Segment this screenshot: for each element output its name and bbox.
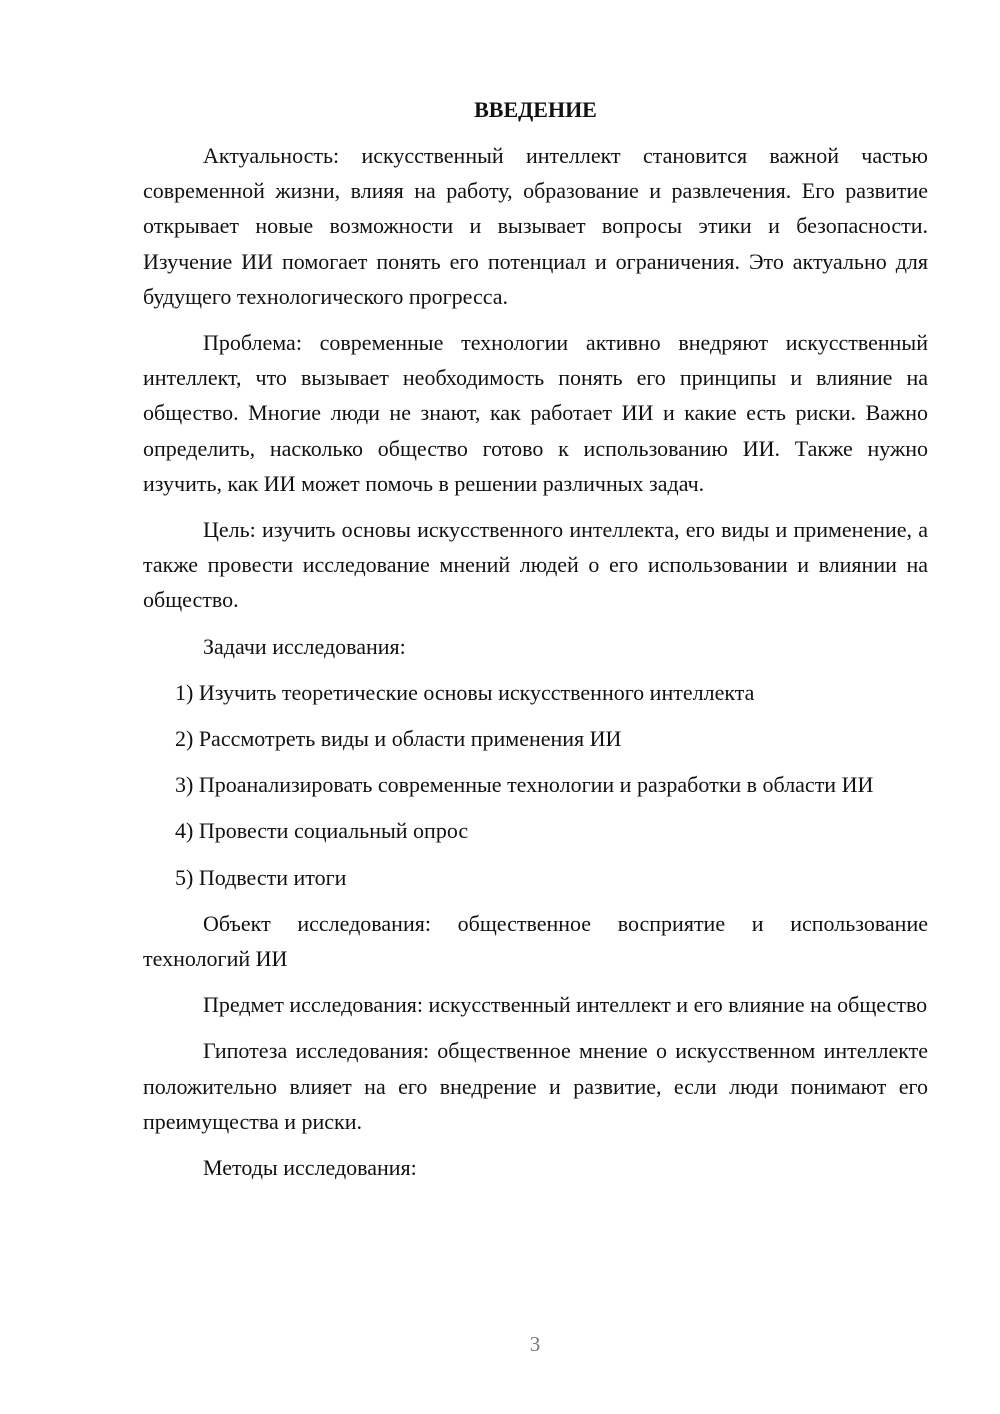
paragraph-methods-title: Методы исследования:	[203, 1155, 417, 1181]
task-item-5: 5) Подвести итоги	[175, 864, 347, 890]
paragraph-hypothesis: Гипотеза исследования: общественное мнение о искусственном интеллекте положительно влияет на его внедрение и развитие, если люди понимают его преимущества и риски.	[143, 1038, 928, 1134]
paragraph-object: Объект исследования: общественное восприятие и использование технологий ИИ	[143, 910, 928, 972]
paragraph-relevance: Актуальность: искусственный интеллект становится важной частью современной жизни, влияя на работу, образование и развлечения. Его развитие открывает новые возможности и вызывает вопросы этики и безопасности. Изучение ИИ помогает понять его потенциал и ограничения. Это актуально для будущего технологического прогресса.	[143, 143, 928, 309]
task-item-3: 3) Проанализировать современные технологии и разработки в области ИИ	[175, 772, 874, 798]
paragraph-goal: Цель: изучить основы искусственного интеллекта, его виды и применение, а также провести исследование мнений людей о его использовании и влиянии на общество.	[143, 517, 928, 613]
task-item-4: 4) Провести социальный опрос	[175, 818, 469, 844]
page-content	[143, 90, 928, 1196]
paragraph-tasks-title: Задачи исследования:	[203, 633, 406, 659]
paragraph-subject: Предмет исследования: искусственный интеллект и его влияние на общество	[203, 992, 928, 1018]
task-item-2: 2) Рассмотреть виды и области применения ИИ	[175, 726, 622, 752]
page-number: 3	[529, 1332, 541, 1356]
paragraph-problem: Проблема: современные технологии активно внедряют искусственный интеллект, что вызывает необходимость понять его принципы и влияние на общество. Многие люди не знают, как работает ИИ и какие есть риски. Важно определить, насколько общество готово к использованию ИИ. Также нужно изучить, как ИИ может помочь в решении различных задач.	[143, 330, 928, 496]
task-item-1: 1) Изучить теоретические основы искусственного интеллекта	[175, 679, 755, 705]
section-heading: ВВЕДЕНИЕ	[474, 97, 597, 122]
